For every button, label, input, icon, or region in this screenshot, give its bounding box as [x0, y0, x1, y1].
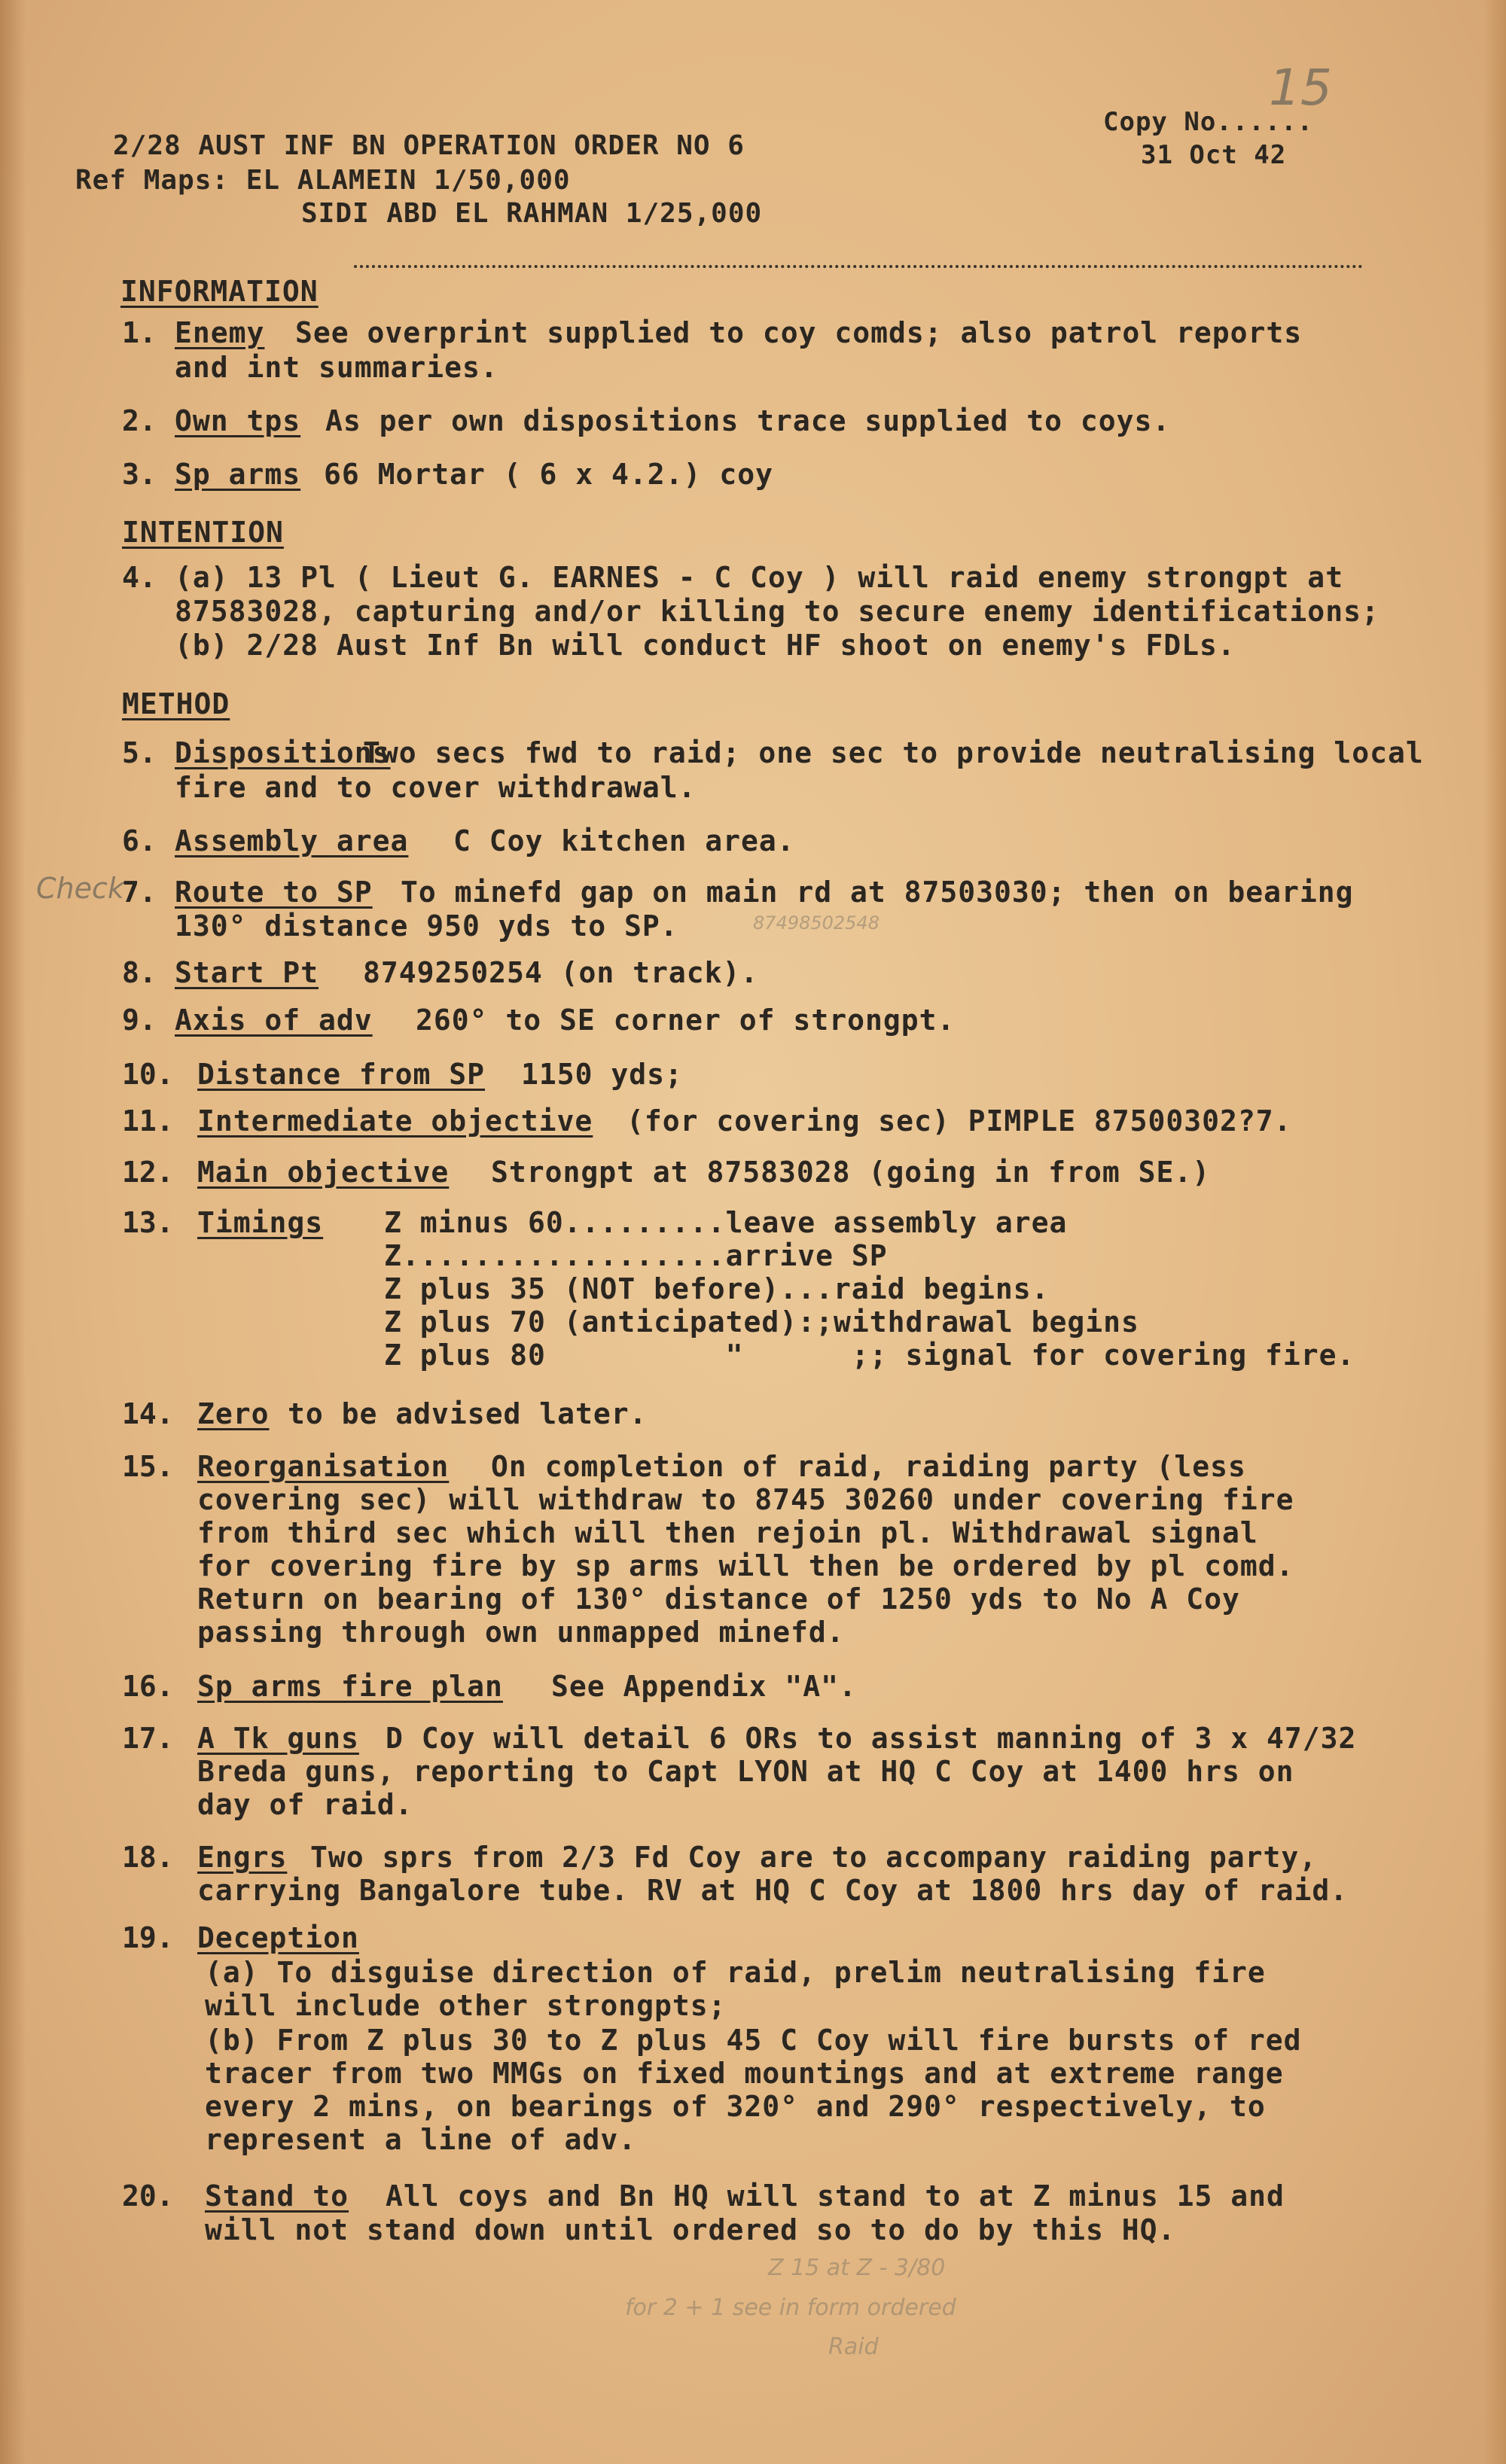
section-heading-method: METHOD: [122, 687, 230, 720]
para-number: 6.: [122, 824, 157, 857]
para-text: Breda guns, reporting to Capt LYON at HQ C Coy at 1400 hrs on: [197, 1755, 1294, 1788]
para-number: 2.: [122, 404, 157, 437]
maps-reference: Ref Maps: EL ALAMEIN 1/50,000: [75, 165, 571, 196]
para-text: to be advised later.: [288, 1397, 648, 1430]
para-heading-sp-arms: Sp arms: [175, 458, 301, 491]
para-text: 130° distance 950 yds to SP.: [175, 909, 678, 943]
para-text: passing through own unmapped minefd.: [197, 1616, 845, 1649]
para-text: represent a line of adv.: [205, 2123, 637, 2156]
para-text: C Coy kitchen area.: [453, 824, 795, 857]
para-heading-distance-from-sp: Distance from SP: [197, 1058, 486, 1091]
para-number: 18.: [122, 1841, 174, 1874]
para-number: 15.: [122, 1450, 174, 1483]
pencil-folio-number: 15: [1269, 59, 1332, 117]
para-number: 20.: [122, 2179, 174, 2213]
para-text: Strongpt at 87583028 (going in from SE.): [491, 1156, 1211, 1189]
para-heading-enemy: Enemy: [175, 316, 265, 349]
para-text: (b) From Z plus 30 to Z plus 45 C Coy will fire bursts of red: [205, 2024, 1302, 2057]
para-heading-a-tk-guns: A Tk guns: [197, 1722, 359, 1755]
timing-row: Z..................arrive SP: [384, 1239, 888, 1272]
para-number: 9.: [122, 1004, 157, 1037]
para-text: tracer from two MMGs on fixed mountings and at extreme range: [205, 2057, 1284, 2090]
faint-pencil-note: Z 15 at Z - 3/80: [768, 2255, 946, 2281]
para-text: All coys and Bn HQ will stand to at Z minus 15 and: [386, 2179, 1285, 2213]
para-number: 10.: [122, 1058, 174, 1091]
para-text: (a) To disguise direction of raid, prelim neutralising fire: [205, 1956, 1266, 1989]
para-number: 7.: [122, 876, 157, 909]
para-heading-stand-to: Stand to: [205, 2179, 349, 2213]
para-heading-dispositions: Dispositions: [175, 736, 391, 769]
para-heading-engrs: Engrs: [197, 1841, 288, 1874]
para-text: 260° to SE corner of strongpt.: [416, 1004, 956, 1037]
para-text: To minefd gap on main rd at 87503030; then on bearing: [401, 876, 1354, 909]
para-text: and int summaries.: [175, 351, 498, 384]
para-heading-deception: Deception: [197, 1921, 359, 1954]
para-text: D Coy will detail 6 ORs to assist manning of 3 x 47/32: [386, 1722, 1357, 1755]
para-heading-sp-arms-fire-plan: Sp arms fire plan: [197, 1670, 503, 1703]
maps-reference-2: SIDI ABD EL RAHMAN 1/25,000: [301, 198, 763, 229]
order-date: 31 Oct 42: [1141, 140, 1287, 170]
para-text: See overprint supplied to coy comds; also patrol reports: [295, 316, 1303, 349]
dotted-divider: [354, 265, 1363, 268]
para-number: 14.: [122, 1397, 174, 1430]
timing-row: Z plus 70 (anticipated):;withdrawal begins: [384, 1305, 1139, 1339]
timing-row: Z plus 35 (NOT before)...raid begins.: [384, 1272, 1050, 1305]
para-number: 5.: [122, 736, 157, 769]
para-text: 87583028, capturing and/or killing to secure enemy identifications;: [175, 595, 1379, 628]
para-heading-axis-of-adv: Axis of adv: [175, 1004, 373, 1037]
para-text: Two secs fwd to raid; one sec to provide neutralising local: [363, 736, 1424, 769]
para-text: 66 Mortar ( 6 x 4.2.) coy: [324, 458, 773, 491]
para-heading-own-tps: Own tps: [175, 404, 301, 437]
para-text: fire and to cover withdrawal.: [175, 771, 697, 804]
para-heading-main-objective: Main objective: [197, 1156, 450, 1189]
para-text: 1150 yds;: [521, 1058, 683, 1091]
para-heading-timings: Timings: [197, 1206, 324, 1239]
para-number: 12.: [122, 1156, 174, 1189]
para-text: On completion of raid, raiding party (less: [491, 1450, 1246, 1483]
faint-pencil-note: Raid: [828, 2334, 879, 2360]
para-heading-zero: Zero: [197, 1397, 270, 1430]
para-text: covering sec) will withdraw to 8745 30260 under covering fire: [197, 1483, 1294, 1516]
para-number: 13.: [122, 1206, 174, 1239]
timing-row: Z plus 80 " ;; signal for covering fire.: [384, 1339, 1355, 1372]
para-text: for covering fire by sp arms will then be ordered by pl comd.: [197, 1549, 1294, 1582]
para-text: (b) 2/28 Aust Inf Bn will conduct HF shoot on enemy's FDLs.: [175, 629, 1236, 662]
para-heading-start-pt: Start Pt: [175, 956, 319, 989]
para-text: Two sprs from 2/3 Fd Coy are to accompany raiding party,: [310, 1841, 1318, 1874]
para-text: will include other strongpts;: [205, 1989, 727, 2022]
para-number: 19.: [122, 1921, 174, 1954]
order-title: 2/28 AUST INF BN OPERATION ORDER NO 6: [113, 130, 745, 161]
para-number: 11.: [122, 1104, 174, 1138]
section-heading-intention: INTENTION: [122, 516, 284, 549]
para-text: Return on bearing of 130° distance of 1250 yds to No A Coy: [197, 1582, 1240, 1616]
para-text: As per own dispositions trace supplied to coys.: [325, 404, 1171, 437]
para-text: from third sec which will then rejoin pl. Withdrawal signal: [197, 1516, 1258, 1549]
para-number: 4.: [122, 561, 157, 594]
faint-pencil-note: for 2 + 1 see in form ordered: [625, 2295, 956, 2321]
para-heading-reorganisation: Reorganisation: [197, 1450, 450, 1483]
para-text: (for covering sec) PIMPLE 87500302?7.: [626, 1104, 1292, 1138]
para-text: See Appendix "A".: [551, 1670, 857, 1703]
pencil-margin-note: Check: [36, 872, 124, 905]
para-text: every 2 mins, on bearings of 320° and 290° respectively, to: [205, 2090, 1266, 2123]
para-text: day of raid.: [197, 1788, 413, 1821]
para-heading-intermediate-objective: Intermediate objective: [197, 1104, 593, 1138]
para-number: 17.: [122, 1722, 174, 1755]
para-heading-assembly-area: Assembly area: [175, 824, 409, 857]
para-number: 16.: [122, 1670, 174, 1703]
para-number: 8.: [122, 956, 157, 989]
copy-number: Copy No......: [1103, 107, 1314, 137]
para-number: 1.: [122, 316, 157, 349]
para-text: carrying Bangalore tube. RV at HQ C Coy at 1800 hrs day of raid.: [197, 1874, 1349, 1907]
para-text: will not stand down until ordered so to do by this HQ.: [205, 2213, 1176, 2246]
faint-pencil-note: 87498502548: [753, 912, 880, 934]
timing-row: Z minus 60.........leave assembly area: [384, 1206, 1068, 1239]
para-text: 8749250254 (on track).: [363, 956, 759, 989]
section-heading-information: INFORMATION: [120, 275, 319, 308]
para-heading-route-to-sp: Route to SP: [175, 876, 373, 909]
para-text: (a) 13 Pl ( Lieut G. EARNES - C Coy ) will raid enemy strongpt at: [175, 561, 1344, 594]
para-number: 3.: [122, 458, 157, 491]
